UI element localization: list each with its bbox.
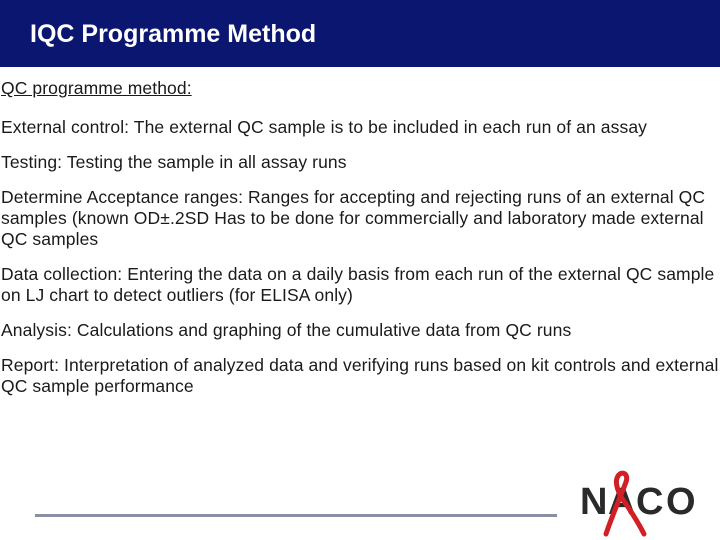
paragraph-data-collection: Data collection: Entering the data on a daily basis from each run of the external QC sample on LJ chart to detect outliers (for ELISA only) [1, 264, 715, 305]
logo-letter-o: O [666, 481, 696, 523]
footer-divider [35, 514, 557, 517]
logo-letter-a: A [608, 481, 636, 523]
paragraph-report: Report: Interpretation of analyzed data and verifying runs based on kit controls and external QC sample performance [1, 355, 719, 396]
page-title: IQC Programme Method [30, 20, 317, 48]
naco-logo [578, 468, 708, 538]
slide-content [1, 78, 719, 411]
paragraph-testing: Testing: Testing the sample in all assay runs [1, 152, 347, 172]
logo-letter-n: N [580, 481, 608, 523]
section-heading: QC programme method: [1, 78, 192, 98]
logo-letter-c: C [636, 481, 664, 523]
paragraph-external-control: External control: The external QC sample is to be included in each run of an assay [1, 117, 648, 137]
paragraph-analysis: Analysis: Calculations and graphing of the cumulative data from QC runs [1, 320, 572, 340]
title-bar [0, 0, 720, 67]
paragraph-acceptance-ranges: Determine Acceptance ranges: Ranges for accepting and rejecting runs of an external QC samples (known OD±.2SD Has to be done for commercially and laboratory made external QC samples [1, 187, 706, 249]
